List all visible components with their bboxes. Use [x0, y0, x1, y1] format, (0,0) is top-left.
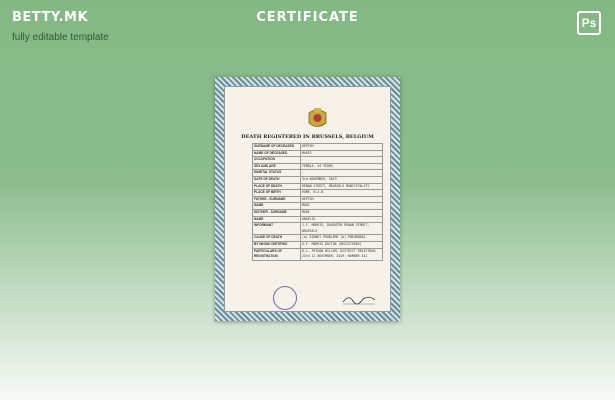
row-label: NAME	[253, 216, 301, 223]
table-row	[253, 183, 383, 190]
row-value: ANGELIE	[301, 216, 383, 223]
row-label: BY WHOM CERTIFIED	[253, 241, 301, 248]
row-value: FEMALE, 44 YEARS	[301, 163, 383, 170]
table-row	[253, 190, 383, 197]
row-label: NAME	[253, 203, 301, 210]
row-label: DATE OF DEATH	[253, 176, 301, 183]
table-row	[253, 196, 383, 203]
row-label: NAME OF DECEASED	[253, 150, 301, 157]
row-value: RENAN STREET, BRUSSELS MUNICIPALITY	[301, 183, 383, 190]
brand-logo: BETTY.MK	[12, 10, 89, 25]
row-label: PLACE OF DEATH	[253, 183, 301, 190]
row-value: -	[301, 170, 383, 177]
table-row	[253, 235, 383, 242]
row-label: INFORMANT	[253, 223, 301, 235]
brand-tagline: fully editable template	[12, 32, 109, 43]
table-row	[253, 157, 383, 164]
row-value: ROME, N.A.B.	[301, 190, 383, 197]
crest-icon	[305, 105, 330, 131]
table-row	[253, 144, 383, 151]
table-row	[253, 203, 383, 210]
row-label: FATHER - SURNAME	[253, 196, 301, 203]
row-label: MARITAL STATUS	[253, 170, 301, 177]
table-row	[253, 241, 383, 248]
certificate-paper	[224, 86, 391, 312]
row-label: PLACE OF BIRTH	[253, 190, 301, 197]
signature-icon	[341, 293, 377, 305]
table-row	[253, 223, 383, 235]
row-value: DEPTOH	[301, 196, 383, 203]
table-row	[253, 216, 383, 223]
row-value: DEPTOH	[301, 144, 383, 151]
row-value: MARE	[301, 209, 383, 216]
certificate-title: DEATH REGISTERED IN BRUSSELS, BELGIUM	[241, 134, 374, 140]
table-row	[253, 163, 383, 170]
row-label: OCCUPATION	[253, 157, 301, 164]
row-value: -	[301, 157, 383, 164]
official-seal-icon	[273, 286, 297, 310]
certificate-table	[252, 143, 383, 261]
table-row	[253, 150, 383, 157]
table-row	[253, 209, 383, 216]
row-value: D.L. PETHAN WILLEM, DISTRICT REGISTRAR; 23rd 11 NOVEMBER, 2019; NUMBER 441	[301, 248, 383, 260]
row-label: MOTHER - SURNAME	[253, 209, 301, 216]
row-label: SEX AND AGE	[253, 163, 301, 170]
row-value: 3rd NOVEMBER, 2019	[301, 176, 383, 183]
row-label: CAUSE OF DEATH	[253, 235, 301, 242]
row-value: (a) KIDNEY PROBLEMS (b) PNEUMONIA	[301, 235, 383, 242]
row-label: PARTICULARS OF REGISTRATION	[253, 248, 301, 260]
certificate-preview	[215, 77, 400, 321]
row-value: G.F. MORRIS DOCTOR (REGISTERED)	[301, 241, 383, 248]
row-value: MARIE	[301, 150, 383, 157]
table-row	[253, 170, 383, 177]
row-value: MARC	[301, 203, 383, 210]
page-title: CERTIFICATE	[256, 10, 359, 25]
row-value: J.F. MORRIS, DAUGHTER RENAN STREET, BRUSSELS	[301, 223, 383, 235]
row-label: SURNAME OF DECEASED	[253, 144, 301, 151]
table-row	[253, 176, 383, 183]
table-row	[253, 248, 383, 260]
photoshop-icon: Ps	[577, 11, 601, 35]
